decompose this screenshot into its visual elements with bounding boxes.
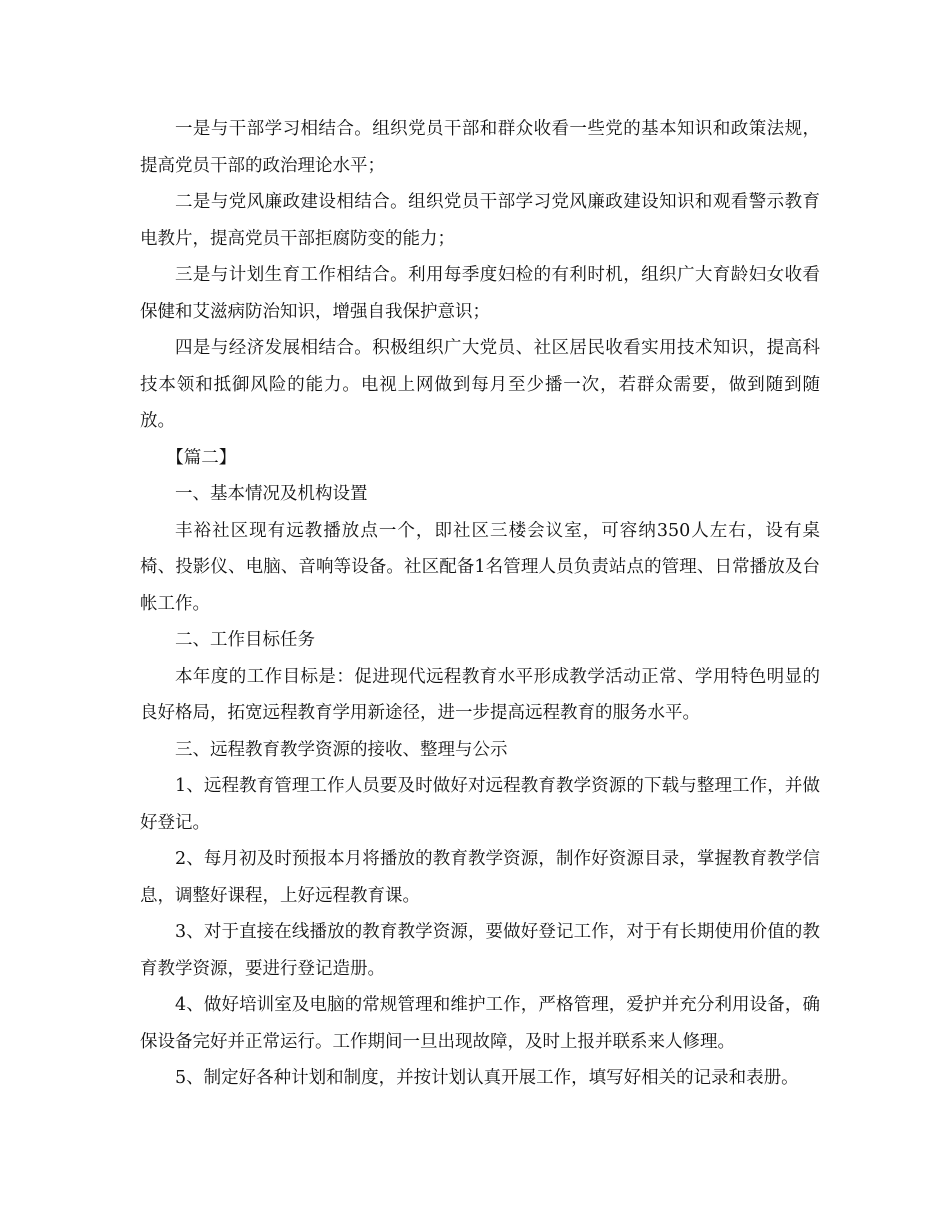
list-item-2: 2、每月初及时预报本月将播放的教育教学资源，制作好资源目录，掌握教育教学信息，调整好课程，上好远程教育课。 <box>140 849 820 906</box>
section-title-part-two: 【篇二】 <box>166 447 237 468</box>
heading-resource-handling: 三、远程教育教学资源的接收、整理与公示 <box>175 739 508 760</box>
paragraph-annual-goal: 本年度的工作目标是：促进现代远程教育水平形成教学活动正常、学用特色明显的良好格局，拓宽远程教育学用新途径，进一步提高远程教育的服务水平。 <box>140 666 820 723</box>
document-page <box>140 111 820 1097</box>
heading-basic-situation: 一、基本情况及机构设置 <box>175 484 368 504</box>
list-item-3: 3、对于直接在线播放的教育教学资源，要做好登记工作，对于有长期使用价值的教育教学资源，要进行登记造册。 <box>140 922 820 979</box>
paragraph-integrity-building: 二是与党风廉政建设相结合。组织党员干部学习党风廉政建设知识和观看警示教育电教片，提高党员干部拒腐防变的能力； <box>140 192 820 249</box>
paragraph-economic-development: 四是与经济发展相结合。积极组织广大党员、社区居民收看实用技术知识，提高科技本领和抵御风险的能力。电视上网做到每月至少播一次，若群众需要，做到随到随放。 <box>140 338 820 431</box>
list-item-1: 1、远程教育管理工作人员要及时做好对远程教育教学资源的下载与整理工作，并做好登记。 <box>140 776 820 833</box>
paragraph-broadcast-point: 丰裕社区现有远教播放点一个，即社区三楼会议室，可容纳350人左右，设有桌椅、投影仪、电脑、音响等设备。社区配备1名管理人员负责站点的管理、日常播放及台帐工作。 <box>140 520 820 614</box>
list-item-4: 4、做好培训室及电脑的常规管理和维护工作，严格管理，爱护并充分利用设备，确保设备完好并正常运行。工作期间一旦出现故障，及时上报并联系来人修理。 <box>140 995 820 1052</box>
heading-work-goals: 二、工作目标任务 <box>175 630 315 650</box>
paragraph-cadre-study: 一是与干部学习相结合。组织党员干部和群众收看一些党的基本知识和政策法规，提高党员干部的政治理论水平； <box>140 119 820 176</box>
paragraph-family-planning: 三是与计划生育工作相结合。利用每季度妇检的有利时机，组织广大育龄妇女收看保健和艾滋病防治知识，增强自我保护意识； <box>140 265 820 322</box>
list-item-5: 5、制定好各种计划和制度，并按计划认真开展工作，填写好相关的记录和表册。 <box>175 1068 799 1088</box>
